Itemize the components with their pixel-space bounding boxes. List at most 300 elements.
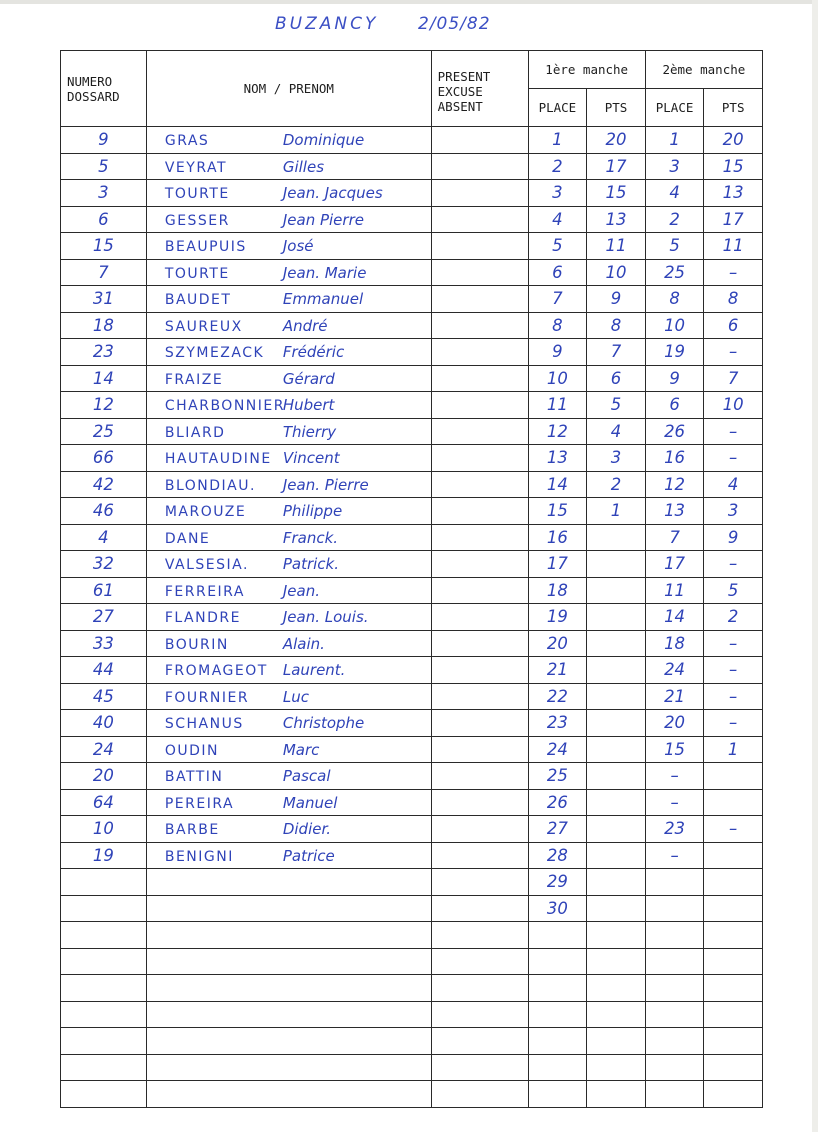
place-manche-1: 9 xyxy=(528,339,587,366)
paper-edge-top xyxy=(0,0,818,4)
dossard-number: 66 xyxy=(61,445,147,472)
competitor-name xyxy=(146,577,431,604)
pts-manche-1 xyxy=(587,630,646,657)
place-manche-1: 15 xyxy=(528,498,587,525)
pts-manche-2: 2 xyxy=(704,604,763,631)
competitor-firstname: Jean Pierre xyxy=(282,210,364,229)
header-numero-dossard xyxy=(61,51,147,127)
pts-manche-2: 5 xyxy=(704,577,763,604)
dossard-number: 20 xyxy=(61,763,147,790)
competitor-firstname: Alain. xyxy=(282,634,325,653)
pts-manche-1 xyxy=(587,975,646,1002)
attendance-cell xyxy=(431,445,528,472)
pts-manche-1: 11 xyxy=(587,233,646,260)
dossard-number xyxy=(61,895,147,922)
dossard-number xyxy=(61,869,147,896)
place-manche-2: 16 xyxy=(645,445,704,472)
competitor-surname: DANE xyxy=(164,530,211,547)
pts-manche-2 xyxy=(704,763,763,790)
attendance-cell xyxy=(431,551,528,578)
place-manche-1: 17 xyxy=(528,551,587,578)
competitor-firstname: Gilles xyxy=(282,157,325,176)
table-row xyxy=(61,551,763,578)
competitor-name xyxy=(146,498,431,525)
competitor-name xyxy=(146,365,431,392)
competitor-name xyxy=(146,816,431,843)
attendance-cell xyxy=(431,789,528,816)
pts-manche-1 xyxy=(587,895,646,922)
competitor-surname: MAROUZE xyxy=(164,504,247,521)
competitor-firstname: José xyxy=(282,237,314,256)
table-row xyxy=(61,869,763,896)
attendance-cell xyxy=(431,498,528,525)
place-manche-1: 25 xyxy=(528,763,587,790)
header-present-excuse-absent xyxy=(431,51,528,127)
competitor-surname: BOURIN xyxy=(164,636,229,653)
competitor-surname: BLONDIAU. xyxy=(164,477,256,494)
attendance-cell xyxy=(431,975,528,1002)
place-manche-1 xyxy=(528,1054,587,1081)
competitor-name xyxy=(146,392,431,419)
competitor-firstname: Dominique xyxy=(282,131,365,150)
place-manche-2: 10 xyxy=(645,312,704,339)
competitor-surname: SAUREUX xyxy=(164,318,243,335)
place-manche-2: 18 xyxy=(645,630,704,657)
pts-manche-1: 6 xyxy=(587,365,646,392)
dossard-number: 24 xyxy=(61,736,147,763)
pts-manche-1 xyxy=(587,922,646,949)
competitor-firstname: Franck. xyxy=(282,528,339,547)
pts-manche-2 xyxy=(704,842,763,869)
competitor-name xyxy=(146,153,431,180)
place-manche-2: – xyxy=(645,789,704,816)
place-manche-2 xyxy=(645,895,704,922)
attendance-cell xyxy=(431,418,528,445)
pts-manche-2: 11 xyxy=(704,233,763,260)
pts-manche-2 xyxy=(704,869,763,896)
table-row xyxy=(61,471,763,498)
competitor-firstname: Philippe xyxy=(282,502,343,521)
competitor-name xyxy=(146,710,431,737)
dossard-number: 40 xyxy=(61,710,147,737)
table-row xyxy=(61,153,763,180)
competitor-name xyxy=(146,471,431,498)
competitor-firstname: Jean. Pierre xyxy=(282,475,369,494)
place-manche-1: 14 xyxy=(528,471,587,498)
competitor-name xyxy=(146,206,431,233)
pts-manche-2: 13 xyxy=(704,180,763,207)
place-manche-1: 10 xyxy=(528,365,587,392)
pts-manche-1 xyxy=(587,524,646,551)
table-row xyxy=(61,1001,763,1028)
competitor-name xyxy=(146,604,431,631)
place-manche-1 xyxy=(528,1028,587,1055)
pts-manche-1: 20 xyxy=(587,127,646,154)
competitor-surname: SCHANUS xyxy=(164,716,244,733)
pts-manche-2 xyxy=(704,1081,763,1108)
competitor-name xyxy=(146,233,431,260)
pts-manche-1 xyxy=(587,657,646,684)
pts-manche-2: – xyxy=(704,339,763,366)
header-excuse: EXCUSE xyxy=(437,84,483,99)
table-row xyxy=(61,259,763,286)
competitor-surname: FLANDRE xyxy=(164,610,241,627)
dossard-number: 25 xyxy=(61,418,147,445)
dossard-number: 45 xyxy=(61,683,147,710)
attendance-cell xyxy=(431,763,528,790)
header-nom-prenom: NOM / PRENOM xyxy=(146,51,431,127)
table-row xyxy=(61,816,763,843)
table-row xyxy=(61,657,763,684)
competitor-name xyxy=(146,869,431,896)
place-manche-1: 16 xyxy=(528,524,587,551)
pts-manche-1 xyxy=(587,1081,646,1108)
pts-manche-2 xyxy=(704,1054,763,1081)
competitor-surname: TOURTE xyxy=(164,265,230,282)
table-row xyxy=(61,789,763,816)
competitor-name xyxy=(146,842,431,869)
pts-manche-1 xyxy=(587,1001,646,1028)
attendance-cell xyxy=(431,339,528,366)
place-manche-2: 4 xyxy=(645,180,704,207)
dossard-number: 61 xyxy=(61,577,147,604)
place-manche-2 xyxy=(645,975,704,1002)
table-row xyxy=(61,286,763,313)
place-manche-1: 26 xyxy=(528,789,587,816)
pts-manche-2: 3 xyxy=(704,498,763,525)
pts-manche-1: 3 xyxy=(587,445,646,472)
dossard-number: 27 xyxy=(61,604,147,631)
pts-manche-1: 8 xyxy=(587,312,646,339)
attendance-cell xyxy=(431,233,528,260)
pts-manche-1 xyxy=(587,842,646,869)
place-manche-1: 4 xyxy=(528,206,587,233)
dossard-number: 46 xyxy=(61,498,147,525)
competitor-surname: FERREIRA xyxy=(164,583,245,600)
competitor-firstname: Luc xyxy=(282,687,309,706)
pts-manche-2: – xyxy=(704,259,763,286)
attendance-cell xyxy=(431,180,528,207)
place-manche-1: 23 xyxy=(528,710,587,737)
header-numero-line1: NUMERO xyxy=(67,73,113,89)
dossard-number: 15 xyxy=(61,233,147,260)
pts-manche-2: – xyxy=(704,418,763,445)
dossard-number: 9 xyxy=(61,127,147,154)
pts-manche-2: 20 xyxy=(704,127,763,154)
pts-manche-1 xyxy=(587,551,646,578)
dossard-number: 3 xyxy=(61,180,147,207)
dossard-number: 5 xyxy=(61,153,147,180)
place-manche-1: 22 xyxy=(528,683,587,710)
table-row xyxy=(61,1028,763,1055)
competitor-name xyxy=(146,339,431,366)
header-absent: ABSENT xyxy=(437,99,483,114)
dossard-number xyxy=(61,975,147,1002)
place-manche-1 xyxy=(528,948,587,975)
dossard-number xyxy=(61,1054,147,1081)
competitor-name xyxy=(146,180,431,207)
place-manche-1 xyxy=(528,1001,587,1028)
place-manche-1: 11 xyxy=(528,392,587,419)
attendance-cell xyxy=(431,153,528,180)
attendance-cell xyxy=(431,312,528,339)
competitor-surname: CHARBONNIER xyxy=(164,398,285,415)
table-row xyxy=(61,895,763,922)
dossard-number: 10 xyxy=(61,816,147,843)
competitor-firstname: Vincent xyxy=(282,449,340,468)
attendance-cell xyxy=(431,869,528,896)
place-manche-2: 13 xyxy=(645,498,704,525)
table-row xyxy=(61,577,763,604)
competitor-firstname: Manuel xyxy=(282,793,338,812)
place-manche-2: 17 xyxy=(645,551,704,578)
attendance-cell xyxy=(431,948,528,975)
pts-manche-1: 9 xyxy=(587,286,646,313)
results-body xyxy=(61,127,763,1108)
place-manche-2: 26 xyxy=(645,418,704,445)
place-manche-1: 29 xyxy=(528,869,587,896)
pts-manche-1: 13 xyxy=(587,206,646,233)
place-manche-2: – xyxy=(645,763,704,790)
table-row xyxy=(61,312,763,339)
pts-manche-2 xyxy=(704,1028,763,1055)
pts-manche-2: 9 xyxy=(704,524,763,551)
competitor-surname: TOURTE xyxy=(164,186,230,203)
attendance-cell xyxy=(431,657,528,684)
dossard-number: 33 xyxy=(61,630,147,657)
results-table xyxy=(60,50,763,1108)
competitor-firstname: Thierry xyxy=(282,422,337,441)
attendance-cell xyxy=(431,683,528,710)
table-row xyxy=(61,710,763,737)
pts-manche-2: 10 xyxy=(704,392,763,419)
header-pts-1: PTS xyxy=(587,89,646,127)
table-row xyxy=(61,392,763,419)
place-manche-2: 19 xyxy=(645,339,704,366)
attendance-cell xyxy=(431,604,528,631)
pts-manche-1 xyxy=(587,604,646,631)
place-manche-1: 27 xyxy=(528,816,587,843)
place-manche-1: 3 xyxy=(528,180,587,207)
pts-manche-2 xyxy=(704,789,763,816)
competitor-firstname: Christophe xyxy=(282,714,365,733)
pts-manche-1: 15 xyxy=(587,180,646,207)
competitor-name xyxy=(146,736,431,763)
attendance-cell xyxy=(431,365,528,392)
competitor-surname: GRAS xyxy=(164,133,210,150)
competitor-name xyxy=(146,975,431,1002)
competitor-name xyxy=(146,895,431,922)
pts-manche-2: – xyxy=(704,657,763,684)
competitor-firstname: Gérard xyxy=(282,369,335,388)
competitor-name xyxy=(146,551,431,578)
competitor-name xyxy=(146,259,431,286)
place-manche-1: 30 xyxy=(528,895,587,922)
table-row xyxy=(61,842,763,869)
place-manche-2 xyxy=(645,1054,704,1081)
competitor-surname: PEREIRA xyxy=(164,795,235,812)
competitor-surname: VALSESIA. xyxy=(164,557,249,574)
place-manche-2: 6 xyxy=(645,392,704,419)
header-pts-2: PTS xyxy=(704,89,763,127)
dossard-number: 31 xyxy=(61,286,147,313)
dossard-number: 23 xyxy=(61,339,147,366)
attendance-cell xyxy=(431,286,528,313)
table-row xyxy=(61,975,763,1002)
competitor-name xyxy=(146,1028,431,1055)
attendance-cell xyxy=(431,577,528,604)
dossard-number xyxy=(61,1028,147,1055)
competitor-name xyxy=(146,1001,431,1028)
place-manche-2: 25 xyxy=(645,259,704,286)
competitor-surname: SZYMEZACK xyxy=(164,345,265,362)
place-manche-2 xyxy=(645,1028,704,1055)
place-manche-2: – xyxy=(645,842,704,869)
table-row xyxy=(61,604,763,631)
place-manche-1 xyxy=(528,1081,587,1108)
pts-manche-1 xyxy=(587,869,646,896)
dossard-number: 4 xyxy=(61,524,147,551)
place-manche-1: 20 xyxy=(528,630,587,657)
competitor-firstname: Patrice xyxy=(282,846,335,865)
competitor-surname: BEAUPUIS xyxy=(164,239,247,256)
place-manche-1 xyxy=(528,922,587,949)
place-manche-1: 24 xyxy=(528,736,587,763)
place-manche-2: 12 xyxy=(645,471,704,498)
place-manche-1: 1 xyxy=(528,127,587,154)
attendance-cell xyxy=(431,524,528,551)
place-manche-2: 15 xyxy=(645,736,704,763)
paper-edge-right xyxy=(812,0,818,1132)
table-row xyxy=(61,683,763,710)
attendance-cell xyxy=(431,127,528,154)
pts-manche-2: – xyxy=(704,710,763,737)
header-present: PRESENT xyxy=(437,69,491,84)
competitor-surname: VEYRAT xyxy=(164,159,228,176)
dossard-number: 19 xyxy=(61,842,147,869)
dossard-number: 42 xyxy=(61,471,147,498)
dossard-number xyxy=(61,1081,147,1108)
pts-manche-1: 2 xyxy=(587,471,646,498)
place-manche-1: 19 xyxy=(528,604,587,631)
dossard-number: 14 xyxy=(61,365,147,392)
dossard-number: 7 xyxy=(61,259,147,286)
place-manche-1: 6 xyxy=(528,259,587,286)
table-row xyxy=(61,1054,763,1081)
attendance-cell xyxy=(431,471,528,498)
competitor-firstname: Laurent. xyxy=(282,661,346,680)
pts-manche-2: 6 xyxy=(704,312,763,339)
competitor-name xyxy=(146,127,431,154)
pts-manche-2: – xyxy=(704,445,763,472)
competitor-firstname: Marc xyxy=(282,740,320,759)
attendance-cell xyxy=(431,922,528,949)
competitor-firstname: Patrick. xyxy=(282,555,339,574)
competitor-surname: FRAIZE xyxy=(164,371,224,388)
header-numero-line2: DOSSARD xyxy=(67,88,120,104)
place-manche-2: 20 xyxy=(645,710,704,737)
place-manche-2: 2 xyxy=(645,206,704,233)
header-manche-2: 2ème manche xyxy=(645,51,762,89)
attendance-cell xyxy=(431,1028,528,1055)
table-row xyxy=(61,1081,763,1108)
table-row xyxy=(61,763,763,790)
pts-manche-1 xyxy=(587,763,646,790)
place-manche-2: 5 xyxy=(645,233,704,260)
competitor-name xyxy=(146,1081,431,1108)
header-place-2: PLACE xyxy=(645,89,704,127)
competitor-surname: FROMAGEOT xyxy=(164,663,268,680)
pts-manche-2: 7 xyxy=(704,365,763,392)
competitor-firstname: Jean. Louis. xyxy=(282,608,369,627)
competitor-name xyxy=(146,948,431,975)
place-manche-2 xyxy=(645,948,704,975)
pts-manche-1 xyxy=(587,1028,646,1055)
pts-manche-2 xyxy=(704,1001,763,1028)
competitor-name xyxy=(146,1054,431,1081)
place-manche-2 xyxy=(645,869,704,896)
place-manche-1: 5 xyxy=(528,233,587,260)
table-row xyxy=(61,948,763,975)
dossard-number: 64 xyxy=(61,789,147,816)
competitor-name xyxy=(146,789,431,816)
dossard-number: 6 xyxy=(61,206,147,233)
pts-manche-2: – xyxy=(704,683,763,710)
competitor-firstname: Jean. Jacques xyxy=(282,184,383,203)
pts-manche-2: 4 xyxy=(704,471,763,498)
competitor-name xyxy=(146,683,431,710)
competitor-surname: BLIARD xyxy=(164,424,226,441)
place-manche-2: 11 xyxy=(645,577,704,604)
place-manche-2: 24 xyxy=(645,657,704,684)
pts-manche-2: 8 xyxy=(704,286,763,313)
competitor-name xyxy=(146,657,431,684)
pts-manche-1 xyxy=(587,736,646,763)
dossard-number: 18 xyxy=(61,312,147,339)
competitor-surname: BENIGNI xyxy=(164,848,234,865)
pts-manche-2: – xyxy=(704,551,763,578)
place-manche-1: 18 xyxy=(528,577,587,604)
dossard-number: 12 xyxy=(61,392,147,419)
competitor-firstname: Jean. Marie xyxy=(282,263,367,282)
pts-manche-1 xyxy=(587,1054,646,1081)
place-manche-2: 14 xyxy=(645,604,704,631)
competitor-name xyxy=(146,763,431,790)
place-manche-2: 21 xyxy=(645,683,704,710)
competitor-firstname: Jean. xyxy=(282,581,320,600)
attendance-cell xyxy=(431,710,528,737)
pts-manche-1: 7 xyxy=(587,339,646,366)
dossard-number xyxy=(61,948,147,975)
competitor-name xyxy=(146,524,431,551)
pts-manche-2: 1 xyxy=(704,736,763,763)
competitor-firstname: Emmanuel xyxy=(282,290,364,309)
competitor-name xyxy=(146,418,431,445)
place-manche-2: 9 xyxy=(645,365,704,392)
pts-manche-1: 4 xyxy=(587,418,646,445)
pts-manche-2 xyxy=(704,975,763,1002)
attendance-cell xyxy=(431,842,528,869)
pts-manche-1 xyxy=(587,683,646,710)
attendance-cell xyxy=(431,816,528,843)
place-manche-2: 3 xyxy=(645,153,704,180)
pts-manche-1 xyxy=(587,816,646,843)
attendance-cell xyxy=(431,1081,528,1108)
attendance-cell xyxy=(431,895,528,922)
pts-manche-1: 10 xyxy=(587,259,646,286)
table-row xyxy=(61,524,763,551)
attendance-cell xyxy=(431,259,528,286)
